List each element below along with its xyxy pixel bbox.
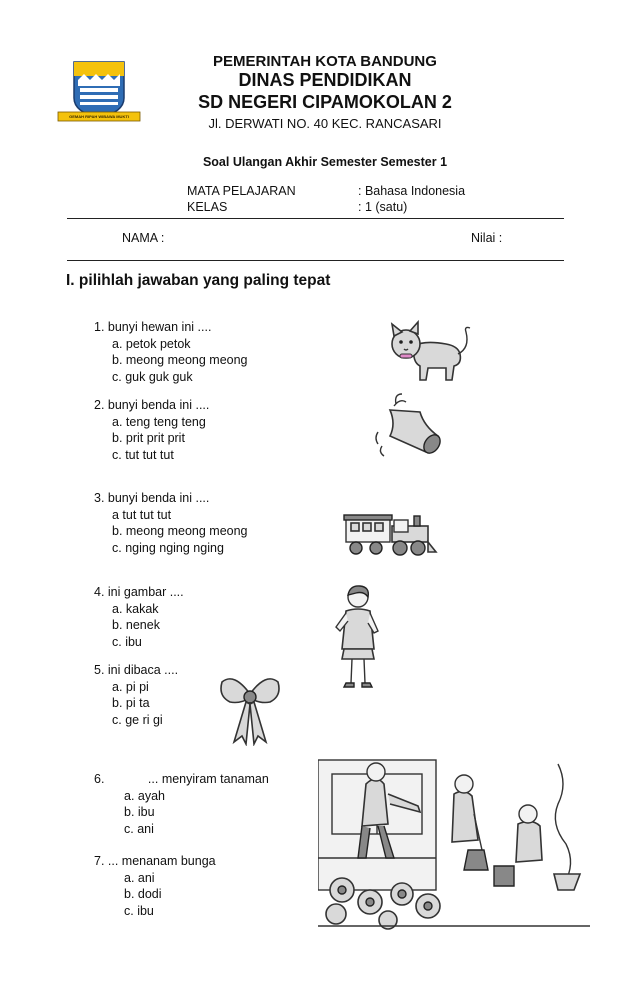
exam-title: Soal Ulangan Akhir Semester Semester 1: [202, 155, 448, 169]
option-c: c. ibu: [112, 634, 142, 649]
question-line: [94, 771, 269, 788]
option-b: b. prit prit prit: [112, 431, 185, 445]
divider-bottom: [67, 260, 564, 261]
option-c: c. ge ri gi: [112, 712, 163, 727]
option-c: c. ani: [124, 821, 154, 836]
subject-value: : Bahasa Indonesia: [358, 184, 466, 198]
cat-icon: [384, 318, 478, 384]
question-6: [94, 771, 269, 837]
question-text: 1. bunyi hewan ini ....: [94, 320, 212, 334]
question-7: [94, 853, 216, 919]
question-2: [94, 397, 209, 463]
option-a: a. pi pi: [112, 679, 149, 694]
option-b: b. nenek: [112, 618, 160, 632]
question-text: 5. ini dibaca ....: [94, 663, 179, 677]
question-4: [94, 584, 184, 650]
option-a: a. ani: [124, 870, 155, 885]
question-text: 3. bunyi benda ini ....: [94, 491, 210, 505]
gardening-family-icon: [318, 754, 590, 930]
class-value: : 1 (satu): [358, 200, 408, 214]
option-c: c. ibu: [124, 903, 154, 918]
option-a: a. teng teng teng: [112, 414, 206, 429]
bell-icon: [372, 390, 444, 460]
question-number: 6.: [94, 772, 105, 786]
ribbon-bow-icon: [218, 670, 282, 746]
option-b: b. dodi: [124, 887, 162, 901]
score-field-label: Nilai :: [471, 231, 503, 245]
name-field-label: NAMA :: [122, 231, 165, 245]
question-text: 4. ini gambar ....: [94, 585, 184, 599]
class-label: KELAS: [187, 200, 228, 214]
question-text: 2. bunyi benda ini ....: [94, 398, 210, 412]
option-b: b. pi ta: [112, 696, 150, 710]
school-logo: [54, 56, 144, 126]
header-school-name: SD NEGERI CIPAMOKOLAN 2: [198, 92, 452, 112]
option-a: a tut tut tut: [112, 507, 172, 522]
option-b: b. ibu: [124, 805, 155, 819]
option-a: a. petok petok: [112, 336, 191, 351]
train-icon: [342, 508, 438, 558]
option-a: a. kakak: [112, 601, 159, 616]
option-b: b. meong meong meong: [112, 524, 248, 538]
divider-top: [67, 218, 564, 219]
header-department: DINAS PENDIDIKAN: [238, 70, 412, 90]
question-1: [94, 319, 248, 385]
option-b: b. meong meong meong: [112, 353, 248, 367]
logo-motto: GEMAH RIPAH WIBAWA MUKTI: [69, 114, 129, 119]
option-a: a. ayah: [124, 788, 166, 803]
subject-label: MATA PELAJARAN: [187, 184, 296, 198]
header-government: PEMERINTAH KOTA BANDUNG: [213, 53, 437, 70]
question-text: 7. ... menanam bunga: [94, 854, 216, 868]
section-instruction: I. pilihlah jawaban yang paling tepat: [66, 272, 331, 289]
question-5: [94, 662, 178, 728]
option-c: c. tut tut tut: [112, 447, 174, 462]
question-3: [94, 490, 248, 556]
option-c: c. nging nging nging: [112, 540, 224, 555]
option-c: c. guk guk guk: [112, 369, 193, 384]
mother-icon: [330, 583, 386, 691]
question-text: ... menyiram tanaman: [147, 772, 269, 786]
header-address: Jl. DERWATI NO. 40 KEC. RANCASARI: [208, 116, 442, 131]
